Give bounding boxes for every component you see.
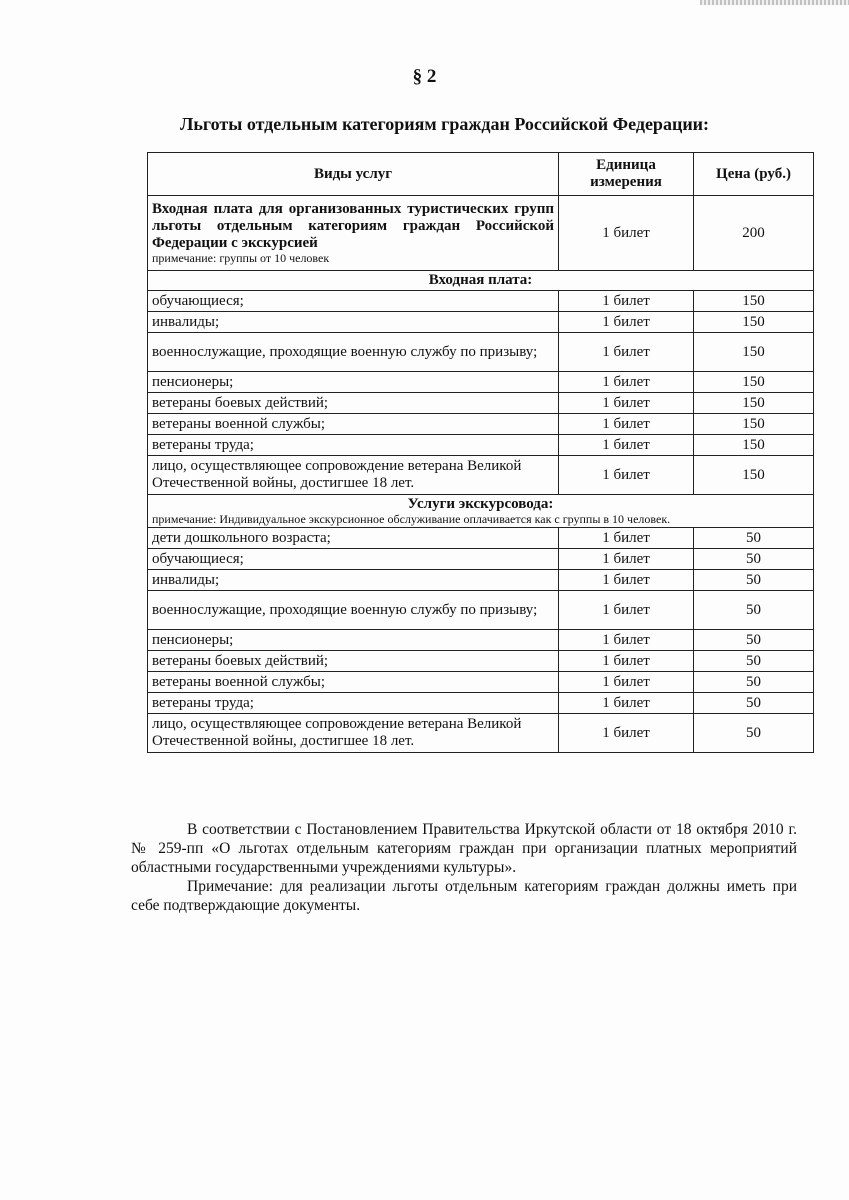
entry-row: [148, 333, 814, 372]
entry-row-price: 150: [694, 435, 814, 456]
guide-row: [148, 528, 814, 549]
entry-row-price: 150: [694, 414, 814, 435]
entry-row-service: лицо, осуществляющее сопровождение ветерана Великой Отечественной войны, достигшее 18 лет.: [148, 456, 559, 495]
guide-row-unit: 1 билет: [559, 570, 694, 591]
guide-row-unit: 1 билет: [559, 672, 694, 693]
footer: [131, 820, 797, 915]
entry-row-price: 150: [694, 372, 814, 393]
guide-row-price: 50: [694, 630, 814, 651]
guide-row-service: пенсионеры;: [148, 630, 559, 651]
entry-row: [148, 312, 814, 333]
entry-row-service: пенсионеры;: [148, 372, 559, 393]
entry-row-unit: 1 билет: [559, 291, 694, 312]
entry-row-price: 150: [694, 312, 814, 333]
guide-row: [148, 570, 814, 591]
guide-row: [148, 693, 814, 714]
guide-row-price: 50: [694, 693, 814, 714]
guide-row-service: обучающиеся;: [148, 549, 559, 570]
footer-paragraph-2: Примечание: для реализации льготы отдельным категориям граждан должны иметь при себе подтверждающие документы.: [131, 878, 797, 914]
entry-section-header: [148, 271, 814, 291]
entry-row: [148, 414, 814, 435]
entry-row: [148, 372, 814, 393]
entry-row-unit: 1 билет: [559, 435, 694, 456]
entry-row-unit: 1 билет: [559, 312, 694, 333]
entry-row-unit: 1 билет: [559, 414, 694, 435]
entry-row-price: 150: [694, 393, 814, 414]
group-note: примечание: группы от 10 человек: [152, 251, 330, 265]
group-service-cell: [148, 196, 559, 271]
scan-edge-mark: [700, 0, 849, 5]
entry-row-service: ветераны труда;: [148, 435, 559, 456]
group-row: [148, 196, 814, 271]
guide-row-service: ветераны боевых действий;: [148, 651, 559, 672]
guide-row: [148, 672, 814, 693]
group-price: 200: [694, 196, 814, 271]
guide-row-unit: 1 билет: [559, 591, 694, 630]
entry-row-service: ветераны военной службы;: [148, 414, 559, 435]
entry-row-price: 150: [694, 456, 814, 495]
guide-row-price: 50: [694, 591, 814, 630]
entry-section-title: Входная плата:: [148, 271, 814, 291]
guide-row-service: лицо, осуществляющее сопровождение ветерана Великой Отечественной войны, достигшее 18 лет.: [148, 714, 559, 753]
guide-row: [148, 591, 814, 630]
guide-row-price: 50: [694, 714, 814, 753]
guide-section-header: [148, 495, 814, 528]
guide-row-price: 50: [694, 549, 814, 570]
entry-row-service: ветераны боевых действий;: [148, 393, 559, 414]
guide-row-service: ветераны труда;: [148, 693, 559, 714]
entry-row: [148, 435, 814, 456]
entry-row-service: военнослужащие, проходящие военную службу по призыву;: [148, 333, 559, 372]
header-unit: Единица измерения: [559, 153, 694, 196]
guide-row-unit: 1 билет: [559, 714, 694, 753]
guide-row-unit: 1 билет: [559, 549, 694, 570]
price-table: [147, 152, 814, 753]
guide-row-price: 50: [694, 528, 814, 549]
group-service-text: Входная плата для организованных туристических групп льготы отдельным категориям граждан Российской Федерации с экскурсией: [152, 201, 554, 251]
page-title: Льготы отдельным категориям граждан Российской Федерации:: [180, 114, 710, 134]
guide-row-unit: 1 билет: [559, 693, 694, 714]
entry-row-price: 150: [694, 291, 814, 312]
guide-section-note: примечание: Индивидуальное экскурсионное обслуживание оплачивается как с группы в 10 человек.: [152, 512, 671, 526]
table-header-row: [148, 153, 814, 196]
section-number: § 2: [412, 66, 437, 87]
entry-row: [148, 456, 814, 495]
entry-row-unit: 1 билет: [559, 372, 694, 393]
footer-paragraph-1: В соответствии с Постановлением Правительства Иркутской области от 18 октября 2010 г. № 259-пп «О льготах отдельным категориям граждан при организации платных мероприятий областными государственными учреждениями культуры».: [131, 821, 797, 876]
guide-row-service: инвалиды;: [148, 570, 559, 591]
guide-row-price: 50: [694, 651, 814, 672]
header-service: Виды услуг: [148, 153, 559, 196]
guide-row-service: дети дошкольного возраста;: [148, 528, 559, 549]
guide-section-cell: [148, 495, 814, 528]
entry-row-price: 150: [694, 333, 814, 372]
entry-row-unit: 1 билет: [559, 333, 694, 372]
guide-row: [148, 651, 814, 672]
entry-row: [148, 291, 814, 312]
guide-row: [148, 549, 814, 570]
guide-row: [148, 630, 814, 651]
guide-row-unit: 1 билет: [559, 651, 694, 672]
group-unit: 1 билет: [559, 196, 694, 271]
guide-row-service: военнослужащие, проходящие военную службу по призыву;: [148, 591, 559, 630]
entry-row-unit: 1 билет: [559, 393, 694, 414]
guide-row-unit: 1 билет: [559, 528, 694, 549]
guide-section-title: Услуги экскурсовода:: [407, 496, 554, 512]
guide-row-price: 50: [694, 672, 814, 693]
guide-row-service: ветераны военной службы;: [148, 672, 559, 693]
entry-row-unit: 1 билет: [559, 456, 694, 495]
header-price: Цена (руб.): [694, 153, 814, 196]
entry-row: [148, 393, 814, 414]
guide-row: [148, 714, 814, 753]
entry-row-service: инвалиды;: [148, 312, 559, 333]
entry-row-service: обучающиеся;: [148, 291, 559, 312]
guide-row-price: 50: [694, 570, 814, 591]
guide-row-unit: 1 билет: [559, 630, 694, 651]
